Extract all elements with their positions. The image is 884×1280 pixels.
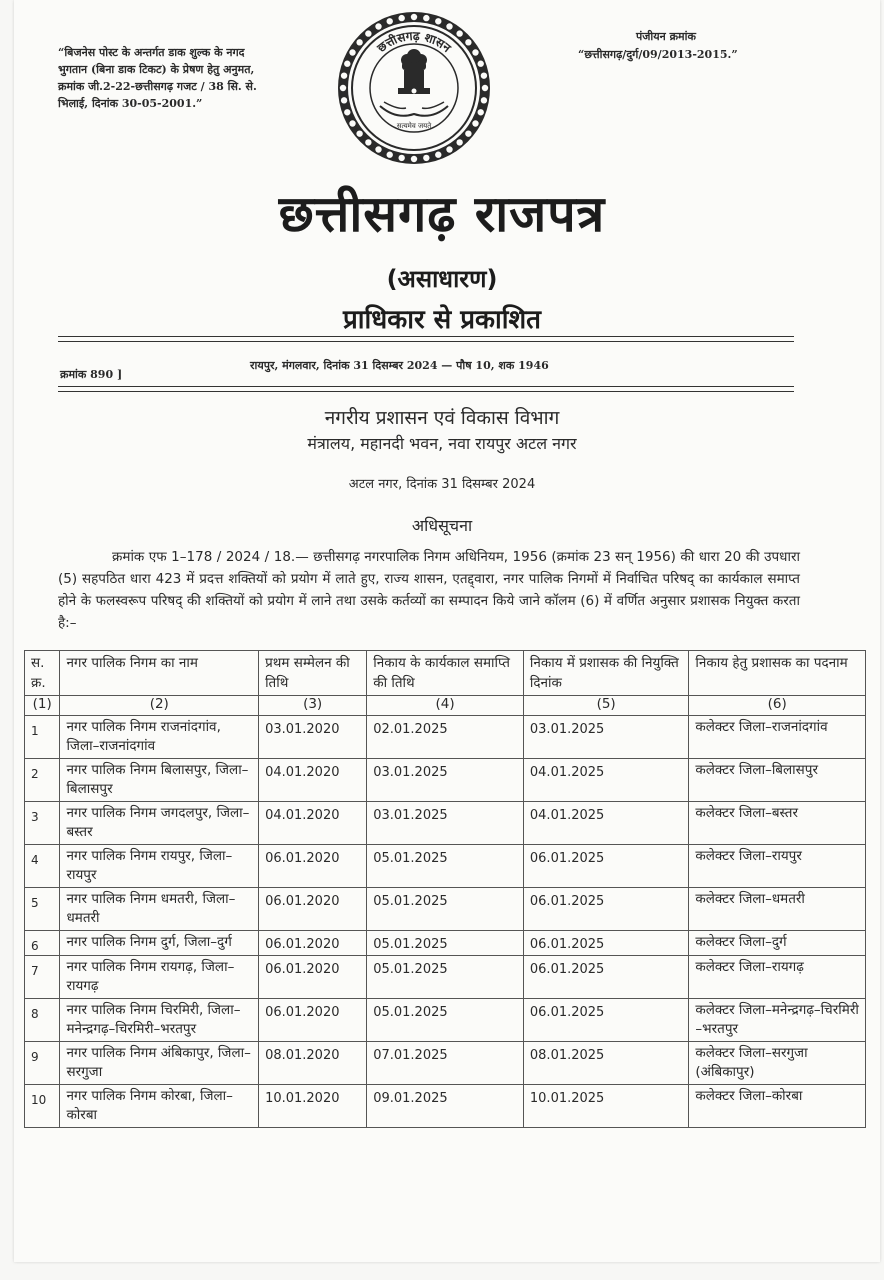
column-number: (1) [25, 696, 60, 716]
department-name: नगरीय प्रशासन एवं विकास विभाग [324, 407, 560, 429]
term-end-cell: 05.01.2025 [367, 931, 524, 956]
serial-cell: 4 [25, 845, 60, 888]
corporation-name-cell: नगर पालिक निगम बिलासपुर, जिला–बिलासपुर [60, 759, 259, 802]
state-emblem-seal-icon [336, 10, 492, 166]
administrator-post-cell: कलेक्टर जिला–धमतरी [689, 888, 866, 931]
table-header-row [25, 651, 866, 696]
administrator-post-cell: कलेक्टर जिला–मनेन्द्रगढ़–चिरमिरी –भरतपुर [689, 999, 866, 1042]
corporation-name-cell: नगर पालिक निगम दुर्ग, जिला–दुर्ग [60, 931, 259, 956]
first-meeting-cell: 06.01.2020 [259, 999, 367, 1042]
header-rule-bottom-2 [58, 391, 794, 392]
term-end-cell: 05.01.2025 [367, 956, 524, 999]
appointment-cell: 06.01.2025 [523, 956, 689, 999]
serial-cell: 5 [25, 888, 60, 931]
notice-date: अटल नगर, दिनांक 31 दिसम्बर 2024 [348, 477, 536, 492]
appointment-cell: 04.01.2025 [523, 802, 689, 845]
serial-cell: 7 [25, 956, 60, 999]
administrator-post-cell: कलेक्टर जिला–बिलासपुर [689, 759, 866, 802]
table-column-number-row [25, 696, 866, 716]
department-address: मंत्रालय, महानदी भवन, नवा रायपुर अटल नगर [307, 434, 577, 453]
administrator-table [24, 650, 866, 1128]
table-row [25, 1085, 866, 1128]
published-by-authority: प्राधिकार से प्रकाशित [343, 305, 541, 335]
table-row [25, 956, 866, 999]
registration-label: पंजीयन क्रमांक [636, 30, 696, 43]
administrator-post-cell: कलेक्टर जिला–राजनांदगांव [689, 716, 866, 759]
administrator-post-cell: कलेक्टर जिला–रायगढ़ [689, 956, 866, 999]
corporation-name-cell: नगर पालिक निगम कोरबा, जिला–कोरबा [60, 1085, 259, 1128]
header-rule-top [58, 336, 794, 337]
serial-cell: 2 [25, 759, 60, 802]
administrator-post-cell: कलेक्टर जिला–कोरबा [689, 1085, 866, 1128]
issue-number: क्रमांक 890 ] [60, 368, 123, 381]
serial-cell: 10 [25, 1085, 60, 1128]
first-meeting-cell: 06.01.2020 [259, 845, 367, 888]
issue-date: रायपुर, मंगलवार, दिनांक 31 दिसम्बर 2024 — पौष 10, शक 1946 [250, 359, 549, 372]
serial-cell: 1 [25, 716, 60, 759]
appointment-cell: 04.01.2025 [523, 759, 689, 802]
header-serial: स. क्र. [25, 651, 60, 696]
serial-cell: 9 [25, 1042, 60, 1085]
first-meeting-cell: 04.01.2020 [259, 802, 367, 845]
table-row [25, 1042, 866, 1085]
column-number: (2) [60, 696, 259, 716]
notice-paragraph: क्रमांक एफ 1–178 / 2024 / 18.— छत्तीसगढ़ नगरपालिक निगम अधिनियम, 1956 (क्रमांक 23 सन् 1956) की धारा 20 की उपधारा (5) सहपठित धारा 423 में प्रदत्त शक्तियों को प्रयोग में लाते हुए, राज्य शासन, एतद्द्वारा, नगर पालिक निगमों में निर्वाचित परिषद् का कार्यकाल समाप्त होने के फलस्वरूप परिषद् की शक्तियों को प्रयोग में लाने तथा उसके कर्तव्यों का सम्पादन किये जाने कॉलम (6) में वर्णित अनुसार प्रशासक नियुक्त करता है:– [58, 549, 800, 631]
appointment-cell: 06.01.2025 [523, 845, 689, 888]
administrator-post-cell: कलेक्टर जिला–सरगुजा (अंबिकापुर) [689, 1042, 866, 1085]
corporation-name-cell: नगर पालिक निगम अंबिकापुर, जिला–सरगुजा [60, 1042, 259, 1085]
header-appointment-date: निकाय में प्रशासक की नियुक्ति दिनांक [523, 651, 689, 696]
header-administrator-post: निकाय हेतु प्रशासक का पदनाम [689, 651, 866, 696]
term-end-cell: 03.01.2025 [367, 759, 524, 802]
term-end-cell: 05.01.2025 [367, 888, 524, 931]
first-meeting-cell: 06.01.2020 [259, 888, 367, 931]
serial-cell: 3 [25, 802, 60, 845]
gazette-title: छत्तीसगढ़ राजपत्र [278, 185, 606, 243]
term-end-cell: 05.01.2025 [367, 845, 524, 888]
corporation-name-cell: नगर पालिक निगम जगदलपुर, जिला–बस्तर [60, 802, 259, 845]
table-row [25, 716, 866, 759]
column-number: (3) [259, 696, 367, 716]
header-corporation-name: नगर पालिक निगम का नाम [60, 651, 259, 696]
administrator-post-cell: कलेक्टर जिला–बस्तर [689, 802, 866, 845]
term-end-cell: 02.01.2025 [367, 716, 524, 759]
term-end-cell: 05.01.2025 [367, 999, 524, 1042]
registration-block [578, 28, 798, 64]
appointment-cell: 06.01.2025 [523, 888, 689, 931]
first-meeting-cell: 04.01.2020 [259, 759, 367, 802]
postal-note: “बिजनेस पोस्ट के अन्तर्गत डाक शुल्क के नगद भुगतान (बिना डाक टिकट) के प्रेषण हेतु अनुमत, क्रमांक जी.2-22-छत्तीसगढ़ गजट / 38 सि. से. भिलाई, दिनांक 30-05-2001.” [58, 46, 257, 110]
header-first-meeting-date: प्रथम सम्मेलन की तिथि [259, 651, 367, 696]
header-term-end-date: निकाय के कार्यकाल समाप्ति की तिथि [367, 651, 524, 696]
header-rule-bottom [58, 386, 794, 387]
column-number: (5) [523, 696, 689, 716]
column-number: (6) [689, 696, 866, 716]
appointment-cell: 10.01.2025 [523, 1085, 689, 1128]
term-end-cell: 09.01.2025 [367, 1085, 524, 1128]
first-meeting-cell: 08.01.2020 [259, 1042, 367, 1085]
notice-heading: अधिसूचना [411, 516, 473, 535]
first-meeting-cell: 10.01.2020 [259, 1085, 367, 1128]
table-row [25, 999, 866, 1042]
table-row [25, 802, 866, 845]
serial-cell: 8 [25, 999, 60, 1042]
corporation-name-cell: नगर पालिक निगम रायगढ़, जिला–रायगढ़ [60, 956, 259, 999]
serial-cell: 6 [25, 931, 60, 956]
term-end-cell: 03.01.2025 [367, 802, 524, 845]
table-row [25, 759, 866, 802]
corporation-name-cell: नगर पालिक निगम चिरमिरी, जिला–मनेन्द्रगढ़–चिरमिरी–भरतपुर [60, 999, 259, 1042]
appointment-cell: 06.01.2025 [523, 999, 689, 1042]
corporation-name-cell: नगर पालिक निगम राजनांदगांव, जिला–राजनांदगांव [60, 716, 259, 759]
table-row [25, 888, 866, 931]
corporation-name-cell: नगर पालिक निगम रायपुर, जिला–रायपुर [60, 845, 259, 888]
administrator-post-cell: कलेक्टर जिला–रायपुर [689, 845, 866, 888]
column-number: (4) [367, 696, 524, 716]
extraordinary-label: (असाधारण) [386, 265, 498, 293]
first-meeting-cell: 06.01.2020 [259, 956, 367, 999]
appointment-cell: 03.01.2025 [523, 716, 689, 759]
appointment-cell: 08.01.2025 [523, 1042, 689, 1085]
corporation-name-cell: नगर पालिक निगम धमतरी, जिला–धमतरी [60, 888, 259, 931]
administrator-post-cell: कलेक्टर जिला–दुर्ग [689, 931, 866, 956]
appointment-cell: 06.01.2025 [523, 931, 689, 956]
seal-text-top: छत्तीसगढ़ शासन [374, 28, 454, 56]
table-row [25, 931, 866, 956]
table-row [25, 845, 866, 888]
header-rule-top-2 [58, 341, 794, 342]
first-meeting-cell: 03.01.2020 [259, 716, 367, 759]
term-end-cell: 07.01.2025 [367, 1042, 524, 1085]
seal-text-bottom: सत्यमेव जयते [396, 122, 432, 130]
registration-number: “छत्तीसगढ़/दुर्ग/09/2013-2015.” [578, 48, 738, 61]
first-meeting-cell: 06.01.2020 [259, 931, 367, 956]
